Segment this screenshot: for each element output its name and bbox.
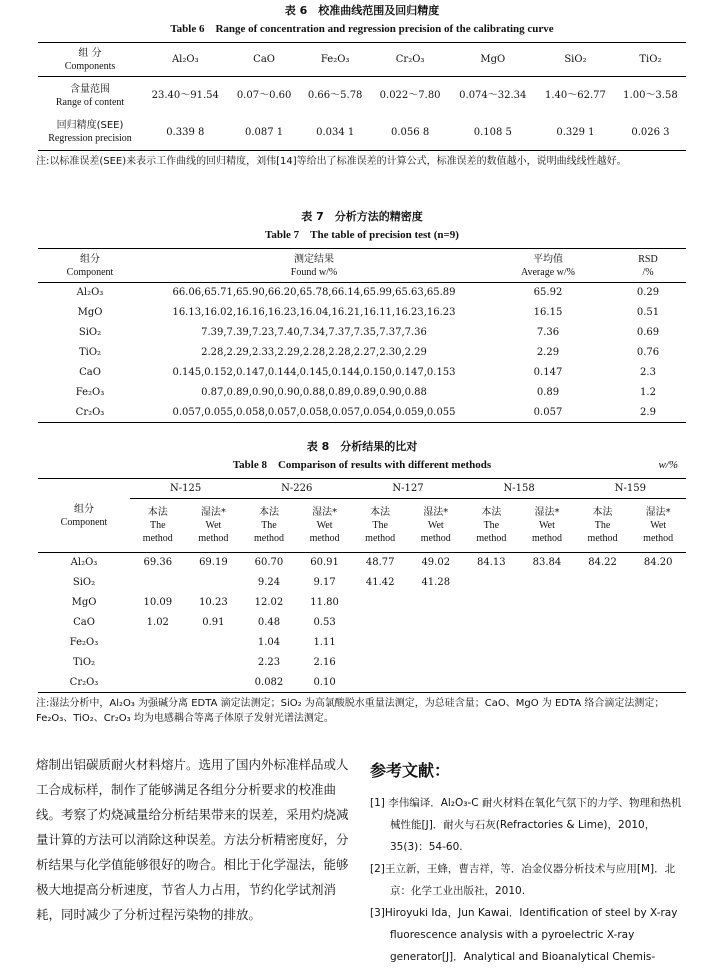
table-cell: 0.087 1 [245, 126, 284, 138]
table-cell: 0.91 [202, 617, 225, 628]
table-cell: 7.39,7.39,7.23,7.40,7.34,7.37,7.35,7.37,7.36 [201, 327, 427, 338]
table-cell: 0.082 [254, 676, 284, 688]
table-row [38, 323, 686, 343]
table-6-col-header: Al₂O₃ [142, 43, 229, 77]
table-cell: 84.22 [588, 557, 617, 569]
table-cell: 83.84 [532, 557, 562, 569]
method-label: 湿法* [534, 507, 560, 518]
table-cell: 1.04 [257, 637, 281, 648]
table-cell: 0.51 [636, 307, 660, 318]
table-cell: 49.02 [421, 557, 451, 569]
table-row [38, 573, 686, 593]
method-label: method [198, 533, 229, 544]
method-label: 湿法* [645, 507, 671, 518]
table-cell [408, 593, 464, 613]
table-cell: 0.10 [313, 676, 336, 688]
table-cell: 2.23 [257, 657, 281, 668]
table-cell: SiO₂ [72, 577, 96, 588]
table-cell [352, 593, 408, 613]
table-6-col-header: TiO₂ [615, 43, 686, 77]
header-zh: RSD [638, 253, 658, 265]
method-label: method [643, 533, 674, 544]
table-cell: CaO [79, 367, 101, 378]
table-cell: 0.147 [533, 367, 563, 378]
body-paragraph: 熔制出铝碳质耐火材料熔片。选用了国内外标准样品或人工合成标样，制作了能够满足各组分分析要求的校准曲线。考察了灼烧减量给分析结果带来的误差，采用灼烧减量计算的方法可以消除这种误差。方法分析精密度好，分析结果与化学值能够很好的吻合。相比于化学湿法，能够极大地提高分析速度，节省人力占用，节约化学试剂消耗，同时减少了分析过程污染物的排放。 [36, 757, 349, 922]
table-cell [408, 613, 464, 633]
table-cell: 60.70 [254, 557, 284, 569]
table-6-col-header: CaO [229, 43, 300, 77]
table-cell: SiO₂ [78, 327, 102, 338]
table-cell [575, 673, 631, 693]
table-6-col-header: SiO₂ [536, 43, 615, 77]
table-cell: 0.074～32.34 [459, 90, 527, 102]
table-cell [352, 653, 408, 673]
method-label: The [483, 520, 500, 531]
table-cell: 7.36 [536, 327, 560, 338]
table-row [38, 115, 686, 151]
table-cell: 0.07～0.60 [236, 90, 292, 102]
table-8-method-header [519, 499, 575, 553]
table-8-sample-header: N-125 [130, 479, 241, 499]
table-cell: 1.00～3.58 [623, 90, 678, 102]
table-cell: 84.20 [643, 557, 673, 569]
table-cell: 10.23 [199, 597, 228, 608]
table-cell: CaO [73, 617, 95, 628]
method-label: Wet [427, 520, 444, 531]
table-8-method-header [408, 499, 464, 553]
row-label-zh: 回归精度(SEE) [56, 120, 124, 132]
method-label: method [420, 533, 451, 544]
table-8-unit: w/% [658, 459, 678, 471]
table-cell [630, 653, 686, 673]
table-cell: 66.06,65.71,65.90,66.20,65.78,66.14,65.99,65.63,65.89 [172, 287, 456, 299]
table-cell: 69.36 [143, 557, 173, 569]
table-cell: 0.034 1 [316, 126, 355, 138]
table-row [38, 283, 686, 303]
table-cell [519, 633, 575, 653]
table-7 [38, 248, 686, 423]
table-cell: 0.339 8 [166, 126, 205, 138]
table-cell [408, 653, 464, 673]
table-cell [630, 593, 686, 613]
method-label: method [531, 533, 562, 544]
table-8-method-header [575, 499, 631, 553]
header-en: Found w/% [290, 266, 338, 278]
method-label: method [309, 533, 340, 544]
table-cell: 0.108 5 [473, 126, 512, 138]
table-cell: 65.92 [533, 287, 563, 299]
table-cell [186, 633, 242, 653]
method-label: Wet [539, 520, 555, 531]
table-8-method-header [630, 499, 686, 553]
table-cell [630, 573, 686, 593]
method-label: method [253, 533, 284, 544]
table-cell [464, 673, 520, 693]
table-6-col-header: Fe₂O₃ [300, 43, 371, 77]
table-6-corner-en: Components [64, 60, 116, 72]
table-7-caption-zh: 表 7 分析方法的精密度 [301, 210, 423, 223]
method-label: Wet [316, 520, 333, 531]
table-cell [464, 653, 520, 673]
method-label: 湿法* [200, 507, 226, 518]
table-cell: 2.28,2.29,2.33,2.29,2.28,2.28,2.27,2.30,2.29 [201, 347, 427, 358]
table-6-row-label [38, 115, 142, 151]
method-label: 本法 [370, 507, 391, 518]
table-6-note: 注:以标准误差(SEE)来表示工作曲线的回归精度，刘伟[14]等给出了标准误差的计算公式，标准误差的数值越小，说明曲线线性越好。 [36, 156, 627, 167]
references [370, 760, 690, 968]
method-label: method [142, 533, 173, 544]
table-cell [464, 593, 520, 613]
table-row [38, 383, 686, 403]
header-zh: 平均值 [533, 253, 563, 265]
table-7-header-component [38, 249, 142, 283]
method-label: 本法 [481, 507, 502, 518]
table-row [38, 363, 686, 383]
method-label: The [594, 520, 611, 531]
table-cell: TiO₂ [78, 347, 102, 358]
reference-item: [3]Hiroyuki Ida，Jun Kawai．Identification of steel by X-ray fluorescence analysis with a pyroelectric X-ray generator[J]．Analytical and Bioanalytical Chemis- [370, 907, 678, 963]
table-cell: 9.17 [313, 577, 336, 588]
table-cell [519, 573, 575, 593]
method-label: method [365, 533, 396, 544]
table-6-col-header: Cr₂O₃ [371, 43, 450, 77]
method-label: The [261, 520, 277, 531]
table-7-caption-en: Table 7 The table of precision test (n=9) [265, 229, 459, 241]
header-en: /% [642, 266, 654, 278]
table-cell: 2.29 [536, 347, 560, 358]
table-cell: 41.28 [421, 577, 451, 588]
table-cell: 16.15 [533, 307, 563, 318]
table-6-caption-en: Table 6 Range of concentration and regression precision of the calibrating curve [170, 23, 554, 35]
table-cell [130, 573, 186, 593]
table-cell: 0.69 [636, 327, 660, 338]
table-8-sample-header: N-158 [464, 479, 575, 499]
table-cell [464, 613, 520, 633]
header-zh: 测定结果 [294, 253, 334, 265]
table-cell [630, 673, 686, 693]
table-cell: 0.48 [257, 617, 281, 628]
table-cell [352, 673, 408, 693]
table-cell: 1.40～62.77 [545, 90, 606, 102]
table-cell [575, 633, 631, 653]
table-cell: Fe₂O₃ [75, 387, 105, 398]
row-label-zh: 含量范围 [70, 83, 110, 95]
table-cell: 0.329 1 [556, 126, 595, 138]
table-cell [464, 633, 520, 653]
table-row [38, 653, 686, 673]
table-8-body [38, 553, 686, 693]
table-row [38, 403, 686, 423]
table-8 [38, 478, 686, 693]
table-row [38, 633, 686, 653]
table-cell: 48.77 [365, 557, 395, 569]
table-cell: 0.022～7.80 [379, 90, 441, 102]
table-7-header-found [142, 249, 486, 283]
table-cell: 60.91 [310, 557, 339, 569]
table-cell [186, 673, 242, 693]
table-8-method-header [352, 499, 408, 553]
method-label: 湿法* [312, 507, 338, 518]
table-cell: 0.29 [636, 287, 660, 299]
table-6-caption-zh: 表 6 校准曲线范围及回归精度 [284, 4, 440, 17]
table-cell: 0.057 [533, 406, 563, 418]
table-row [38, 77, 686, 115]
method-label: 本法 [147, 507, 168, 518]
table-row [38, 613, 686, 633]
table-cell [186, 653, 242, 673]
table-cell: Al₂O₃ [70, 557, 98, 569]
table-cell: 84.13 [477, 557, 506, 569]
table-7-header-average [486, 249, 610, 283]
header-zh: 组分 [80, 253, 100, 265]
reference-item: [1] 李伟编译．Al₂O₃-C 耐火材料在氧化气氛下的力学、物理和热机械性能[J]．耐火与石灰(Refractories & Lime)，2010，35(3)：54-60. [370, 797, 682, 853]
table-cell: Cr₂O₃ [75, 406, 105, 418]
table-8-corner [38, 479, 130, 553]
table-8-sample-header: N-159 [575, 479, 686, 499]
table-cell: Fe₂O₃ [69, 637, 99, 648]
table-6 [38, 42, 686, 151]
header-en: Component [66, 266, 114, 278]
table-row [38, 553, 686, 573]
table-cell: 41.42 [365, 577, 395, 588]
table-8-block [36, 440, 686, 726]
method-label: The [372, 520, 388, 531]
table-6-corner [38, 43, 142, 77]
table-row [38, 343, 686, 363]
table-cell [130, 633, 186, 653]
table-8-method-header [297, 499, 353, 553]
row-label-en: Range of content [55, 96, 125, 108]
table-7-header-rsd [610, 249, 686, 283]
table-cell [519, 673, 575, 693]
table-cell [186, 573, 242, 593]
table-cell [408, 633, 464, 653]
table-cell [575, 573, 631, 593]
table-cell [575, 653, 631, 673]
table-cell [519, 593, 575, 613]
table-cell: 0.66～5.78 [307, 90, 363, 102]
table-cell [464, 573, 520, 593]
table-cell [408, 673, 464, 693]
table-cell: 0.76 [636, 347, 660, 358]
method-label: Wet [205, 520, 222, 531]
corner-en: Component [60, 516, 108, 528]
table-cell: 0.026 3 [631, 126, 670, 138]
method-label: method [476, 533, 507, 544]
table-cell: 23.40～91.54 [151, 90, 219, 102]
table-cell: 0.87,0.89,0.90,0.90,0.88,0.89,0.89,0.90,0.88 [201, 387, 427, 398]
table-cell [352, 613, 408, 633]
table-cell [575, 593, 631, 613]
table-6-col-header: MgO [450, 43, 537, 77]
table-cell: 12.02 [254, 597, 284, 608]
table-cell: 0.89 [536, 387, 560, 398]
table-6-row-label [38, 77, 142, 115]
table-cell: 16.13,16.02,16.16,16.23,16.04,16.21,16.11,16.23,16.23 [172, 307, 456, 318]
table-cell: 2.16 [313, 657, 336, 668]
references-heading: 参考文献： [370, 761, 451, 780]
table-6-corner-zh: 组 分 [78, 47, 102, 59]
table-cell: MgO [77, 307, 103, 318]
table-cell [575, 613, 631, 633]
table-cell [130, 673, 186, 693]
table-cell: 0.057,0.055,0.058,0.057,0.058,0.057,0.054,0.059,0.055 [172, 406, 456, 418]
table-8-sample-header: N-127 [352, 479, 463, 499]
table-cell: 11.80 [310, 597, 339, 608]
table-cell: 2.9 [640, 406, 656, 418]
table-8-caption-en: Table 8 Comparison of results with different methods [232, 459, 492, 471]
method-label: 本法 [592, 507, 613, 518]
table-cell: 1.2 [640, 387, 656, 398]
table-cell [630, 633, 686, 653]
table-cell [519, 653, 575, 673]
table-8-method-header [186, 499, 242, 553]
table-8-method-header [464, 499, 520, 553]
table-cell: 9.24 [257, 577, 281, 588]
method-label: Wet [650, 520, 667, 531]
table-cell: Cr₂O₃ [69, 676, 99, 688]
table-cell: MgO [71, 597, 97, 608]
table-7-caption [38, 210, 686, 242]
method-label: 本法 [258, 507, 279, 518]
row-label-en: Regression precision [48, 133, 132, 145]
method-label: 湿法* [423, 507, 449, 518]
table-cell: 10.09 [143, 597, 173, 608]
table-row [38, 673, 686, 693]
table-cell [519, 613, 575, 633]
table-cell: 2.3 [640, 367, 656, 378]
table-cell: 69.19 [199, 557, 228, 569]
table-8-note: 注:湿法分析中，Al₂O₃ 为强碱分离 EDTA 滴定法测定；SiO₂ 为高氯酸脱水重量法测定，为总硅含量；CaO、MgO 为 EDTA 络合滴定法测定；Fe₂O₃、TiO₂、Cr₂O₃ 均为电感耦合等离子体原子发射光谱法测定。 [36, 698, 665, 724]
method-label: method [587, 533, 618, 544]
table-cell: 0.056 8 [391, 126, 430, 138]
table-8-caption-zh: 表 8 分析结果的比对 [306, 440, 418, 453]
table-7-block [38, 210, 686, 423]
corner-zh: 组分 [74, 503, 94, 515]
table-8-method-row [38, 499, 686, 553]
table-cell: 0.53 [313, 617, 336, 628]
table-8-method-header [241, 499, 297, 553]
table-cell [130, 653, 186, 673]
table-6-caption [38, 4, 686, 36]
method-label: The [150, 520, 166, 531]
header-en: Average w/% [521, 266, 575, 278]
table-row [38, 303, 686, 323]
table-cell [352, 633, 408, 653]
table-8-method-header [130, 499, 186, 553]
table-cell: TiO₂ [72, 657, 96, 668]
table-cell: Al₂O₃ [76, 287, 104, 299]
reference-item: [2]王立新，王蜂，曹吉祥，等．冶金仪器分析技术与应用[M]．北京：化学工业出版社，2010. [370, 863, 676, 897]
table-cell: 1.02 [146, 617, 169, 628]
table-cell: 1.11 [313, 637, 336, 648]
table-8-caption [38, 440, 686, 472]
table-cell [630, 613, 686, 633]
table-cell: 0.145,0.152,0.147,0.144,0.145,0.144,0.150,0.147,0.153 [172, 367, 456, 378]
table-row [38, 593, 686, 613]
table-6-block [36, 4, 686, 169]
table-8-sample-header: N-226 [241, 479, 352, 499]
